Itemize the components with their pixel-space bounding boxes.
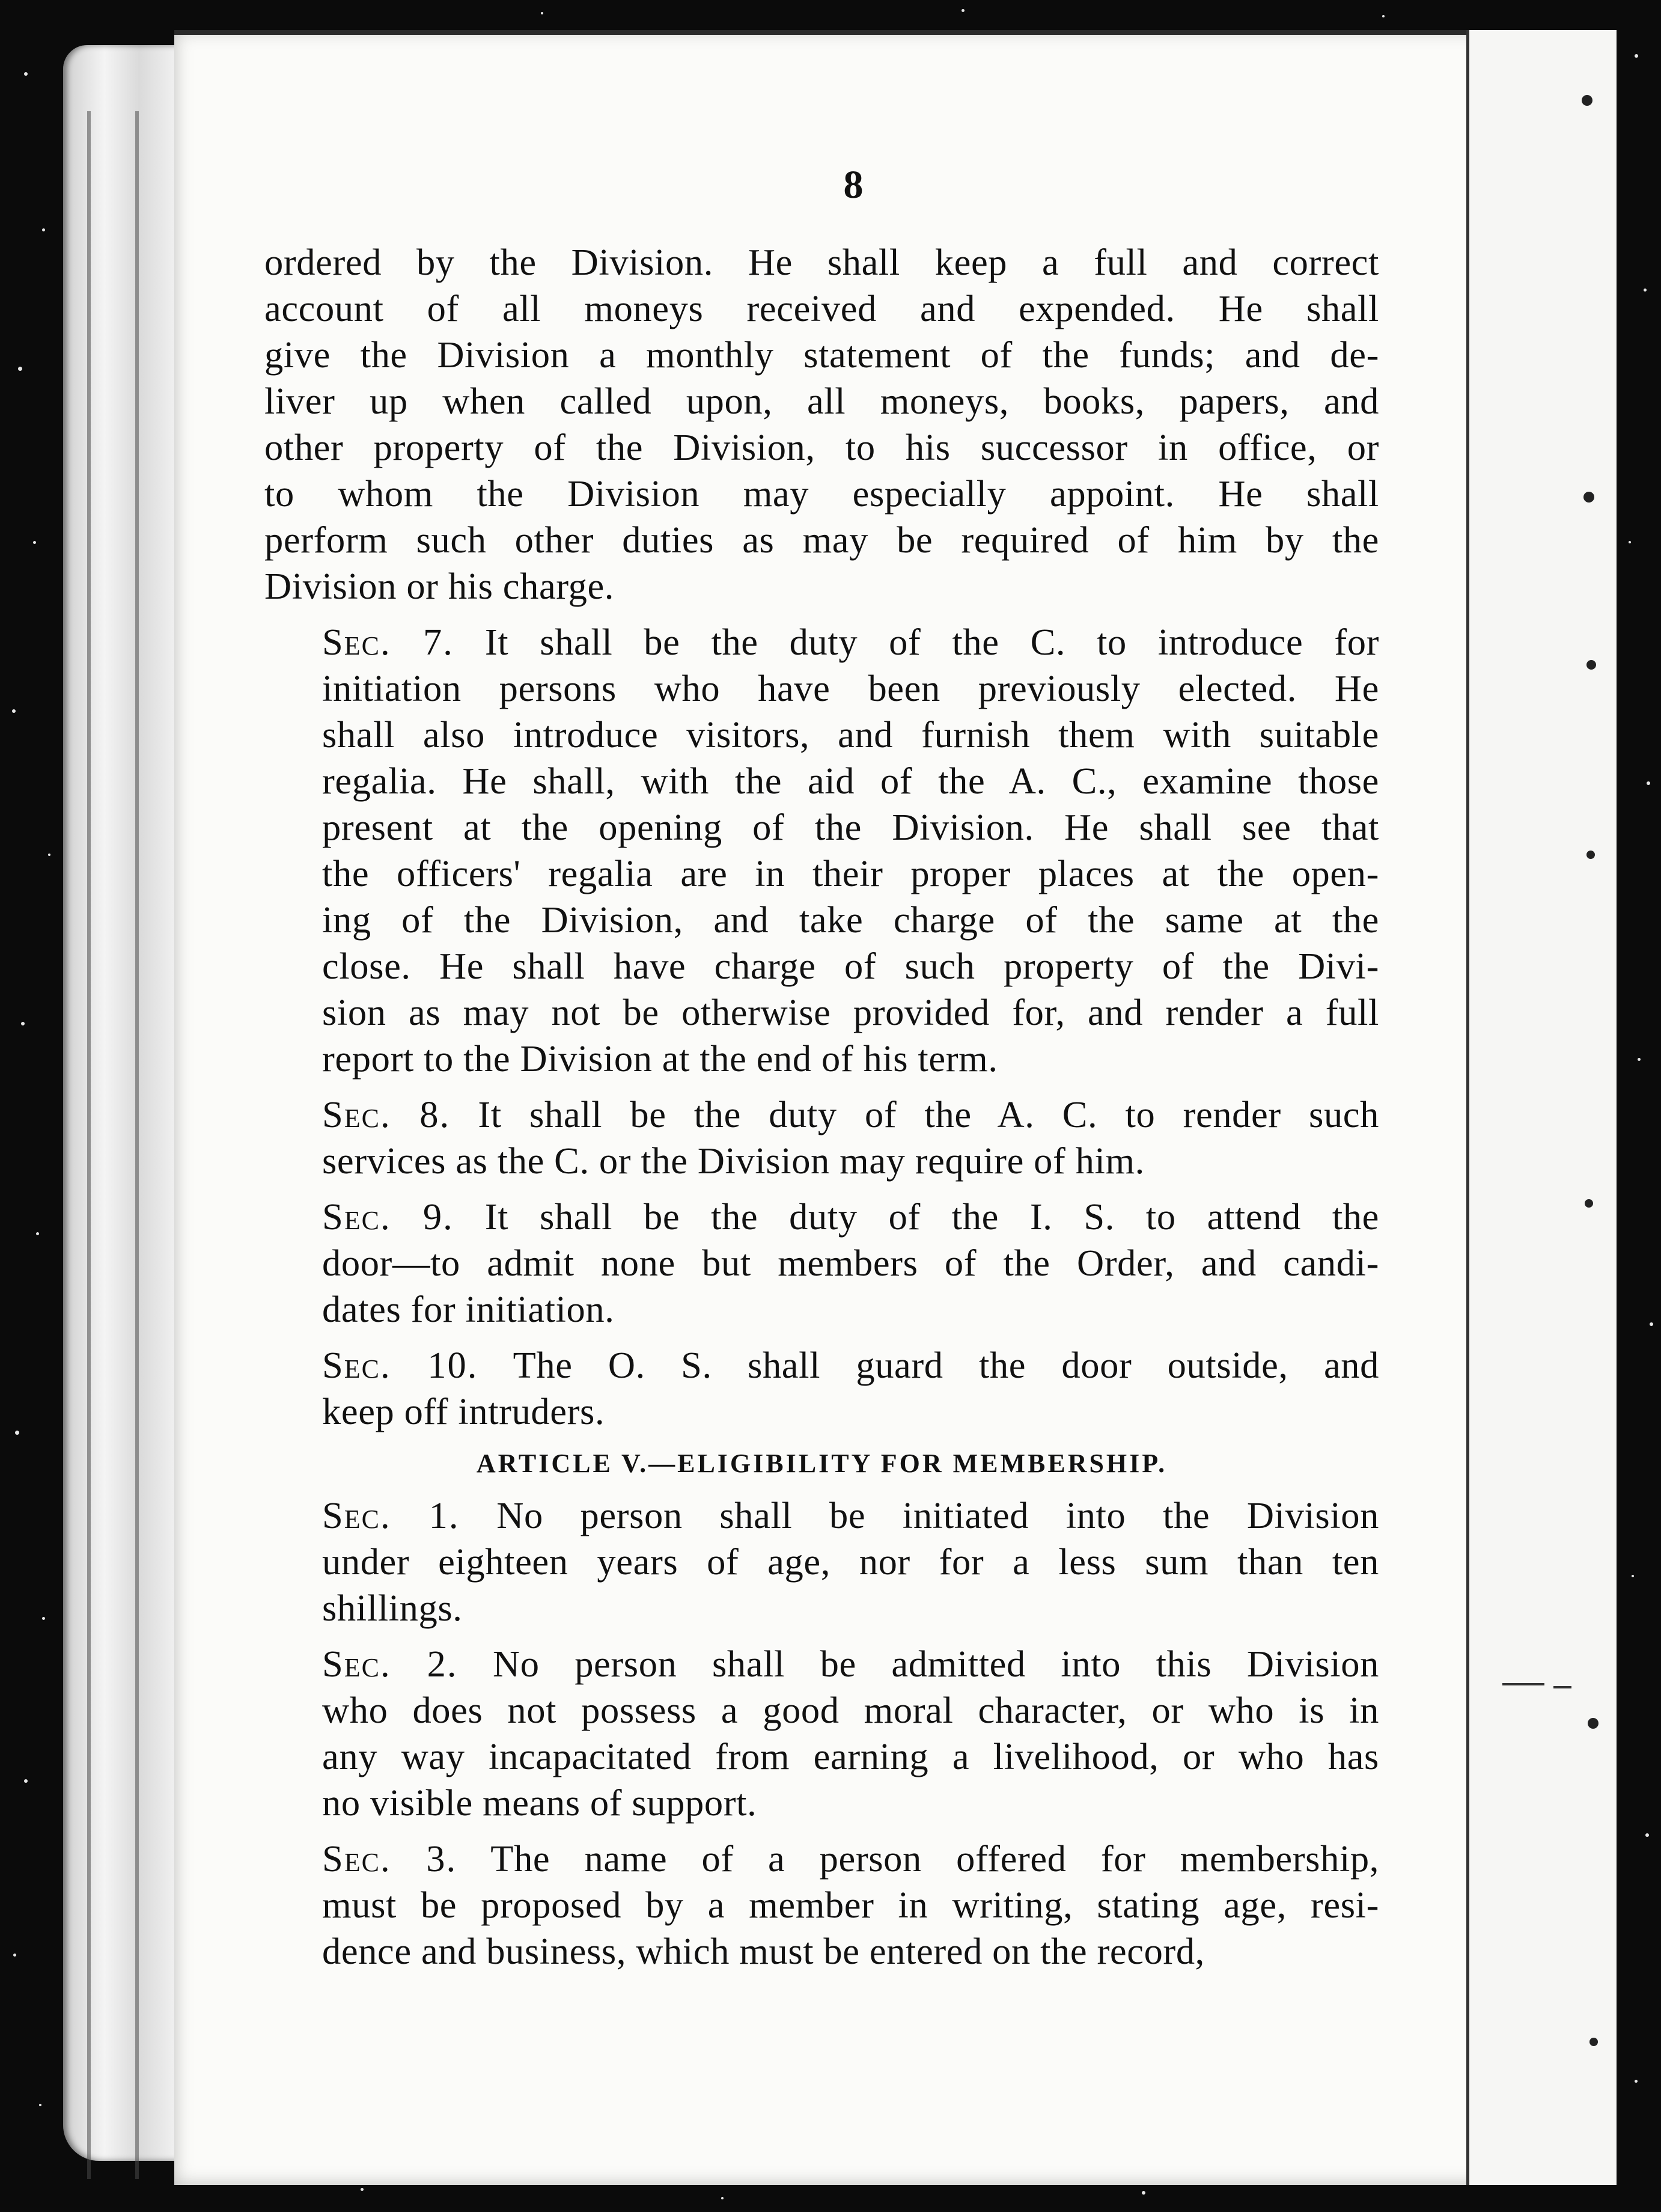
text-line: any way incapacitated from earning a livelihood, or who has xyxy=(322,1735,1379,1777)
scan-speck xyxy=(18,367,22,371)
text-line: keep off intruders. xyxy=(322,1390,605,1432)
scan-speck xyxy=(1638,1058,1641,1061)
section-label: Sec. 7. xyxy=(322,621,454,663)
margin-mark xyxy=(1553,1686,1571,1688)
book-edge-line xyxy=(87,111,91,2179)
text-line: under eighteen years of age, nor for a less sum than ten xyxy=(322,1541,1379,1583)
scan-speck xyxy=(1142,2191,1145,2195)
text-line xyxy=(264,1194,1379,1240)
scan-speck xyxy=(1632,1575,1634,1577)
text-line xyxy=(264,1092,1379,1138)
text-line: shillings. xyxy=(322,1587,463,1629)
article-v-sections xyxy=(264,1492,1379,1975)
section-paragraph xyxy=(264,619,1379,1082)
continuation-paragraph xyxy=(264,239,1379,610)
text-line: other property of the Division, to his successor in office, or xyxy=(264,426,1379,468)
section-paragraph xyxy=(264,1092,1379,1184)
text-line: close. He shall have charge of such property of the Divi- xyxy=(322,945,1379,987)
scan-speck xyxy=(541,12,543,14)
line-text: It shall be the duty of the I. S. to attend the xyxy=(484,1196,1379,1238)
section-paragraph xyxy=(264,1194,1379,1333)
text-line: must be proposed by a member in writing, stating age, resi- xyxy=(322,1884,1379,1926)
section-label: Sec. 9. xyxy=(322,1196,454,1238)
section-label: Sec. 2. xyxy=(322,1643,458,1685)
margin-speck xyxy=(1585,1199,1593,1208)
text-line: report to the Division at the end of his term. xyxy=(322,1037,998,1080)
scan-speck xyxy=(33,541,36,544)
text-line xyxy=(264,619,1379,665)
section-label: Sec. 3. xyxy=(322,1838,457,1880)
text-line xyxy=(264,1342,1379,1389)
line-text: It shall be the duty of the A. C. to render such xyxy=(478,1093,1379,1135)
article-iv-sections xyxy=(264,239,1379,1435)
text-line: account of all moneys received and expended. He shall xyxy=(264,287,1379,329)
scan-speck xyxy=(1635,2080,1638,2083)
scan-speck xyxy=(42,1617,45,1620)
scan-speck xyxy=(1382,15,1385,17)
margin-speck xyxy=(1589,2038,1598,2046)
scan-speck xyxy=(42,228,45,231)
text-line: dence and business, which must be entered on the record, xyxy=(322,1930,1205,1972)
text-line: ordered by the Division. He shall keep a full and correct xyxy=(264,241,1379,283)
text-line: initiation persons who have been previously elected. He xyxy=(322,667,1379,709)
text-line: give the Division a monthly statement of the funds; and de- xyxy=(264,334,1379,376)
text-line: liver up when called upon, all moneys, books, papers, and xyxy=(264,380,1379,422)
scan-speck xyxy=(1635,54,1638,58)
scan-speck xyxy=(1647,781,1650,785)
scan-speck xyxy=(721,2197,724,2199)
section-paragraph xyxy=(264,1342,1379,1435)
text-line: to whom the Division may especially appoint. He shall xyxy=(264,472,1379,515)
text-line: door—to admit none but members of the Order, and candi- xyxy=(322,1242,1379,1284)
text-line xyxy=(264,1836,1379,1882)
body-text xyxy=(264,239,1379,1984)
section-label: Sec. 10. xyxy=(322,1344,478,1386)
scan-speck xyxy=(13,1954,16,1957)
margin-speck xyxy=(1582,95,1592,106)
text-line: who does not possess a good moral character, or who is in xyxy=(322,1689,1379,1731)
line-text: No person shall be initiated into the Division xyxy=(496,1494,1379,1536)
text-line: shall also introduce visitors, and furnish them with suitable xyxy=(322,713,1379,756)
scan-speck xyxy=(361,2188,364,2191)
text-line: ing of the Division, and take charge of the same at the xyxy=(322,899,1379,941)
line-text: The O. S. shall guard the door outside, and xyxy=(513,1344,1379,1386)
scan-speck xyxy=(1644,289,1647,292)
section-paragraph xyxy=(264,1641,1379,1826)
section-paragraph xyxy=(264,1836,1379,1975)
scan-speck xyxy=(962,9,965,12)
scan-speck xyxy=(24,72,28,76)
scan-speck xyxy=(21,1022,25,1025)
scan-speck xyxy=(48,854,50,856)
text-line: services as the C. or the Division may require of him. xyxy=(322,1140,1145,1182)
line-text: The name of a person offered for membership, xyxy=(490,1838,1379,1880)
line-text: It shall be the duty of the C. to introduce for xyxy=(484,621,1379,663)
text-line: Division or his charge. xyxy=(264,565,615,607)
scan-speck xyxy=(1629,541,1631,543)
text-line: perform such other duties as may be required of him by the xyxy=(264,519,1379,561)
text-line: present at the opening of the Division. He shall see that xyxy=(322,806,1379,848)
scan-speck xyxy=(12,709,16,713)
scan-speck xyxy=(39,2104,41,2106)
article-heading: ARTICLE V.—ELIGIBILITY FOR MEMBERSHIP. xyxy=(476,1449,1168,1478)
margin-speck xyxy=(1586,851,1595,859)
page-right-margin-strip xyxy=(1466,30,1617,2185)
section-label: Sec. 1. xyxy=(322,1494,460,1536)
margin-speck xyxy=(1588,1718,1599,1729)
text-line: sion as may not be otherwise provided for, and render a full xyxy=(322,991,1379,1033)
margin-speck xyxy=(1583,492,1594,503)
text-line: no visible means of support. xyxy=(322,1782,757,1824)
scan-speck xyxy=(1645,1833,1649,1837)
section-paragraph xyxy=(264,1492,1379,1631)
book-edge-line xyxy=(135,111,139,2179)
margin-speck xyxy=(1586,660,1596,670)
text-line xyxy=(264,1641,1379,1687)
page-number: 8 xyxy=(843,163,864,207)
scan-speck xyxy=(24,1779,28,1783)
text-line: regalia. He shall, with the aid of the A. C., examine those xyxy=(322,760,1379,802)
scan-speck xyxy=(15,1431,19,1435)
text-line: the officers' regalia are in their proper places at the open- xyxy=(322,852,1379,894)
scan-speck xyxy=(1650,1322,1653,1326)
section-label: Sec. 8. xyxy=(322,1093,451,1135)
margin-mark xyxy=(1502,1683,1544,1685)
text-line xyxy=(264,1492,1379,1539)
page-top-edge xyxy=(174,30,1617,35)
line-text: No person shall be admitted into this Division xyxy=(493,1643,1380,1685)
text-line: dates for initiation. xyxy=(322,1288,615,1330)
scan-speck xyxy=(36,1232,39,1235)
